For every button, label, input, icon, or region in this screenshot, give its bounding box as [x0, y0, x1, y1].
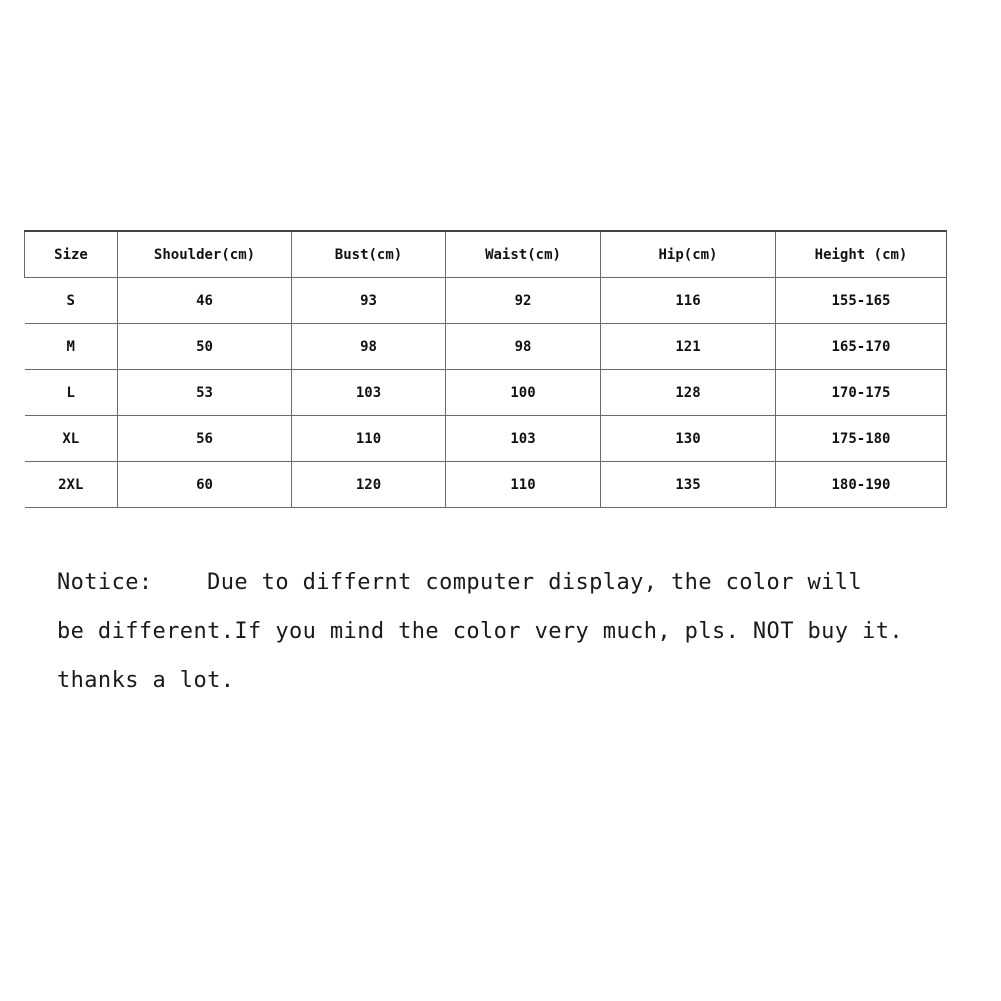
cell-height: 155-165 — [776, 278, 947, 324]
table-row — [25, 278, 947, 324]
cell-waist: 92 — [446, 278, 601, 324]
table-row — [25, 416, 947, 462]
cell-hip: 128 — [601, 370, 776, 416]
cell-height: 180-190 — [776, 462, 947, 508]
cell-waist: 100 — [446, 370, 601, 416]
cell-shoulder: 56 — [118, 416, 292, 462]
cell-hip: 121 — [601, 324, 776, 370]
notice-text — [57, 558, 957, 705]
cell-height: 170-175 — [776, 370, 947, 416]
cell-bust: 98 — [292, 324, 446, 370]
cell-bust: 110 — [292, 416, 446, 462]
cell-size: M — [25, 324, 118, 370]
header-hip: Hip(cm) — [601, 231, 776, 278]
table-row — [25, 462, 947, 508]
cell-shoulder: 50 — [118, 324, 292, 370]
header-waist: Waist(cm) — [446, 231, 601, 278]
cell-size: 2XL — [25, 462, 118, 508]
cell-waist: 98 — [446, 324, 601, 370]
cell-shoulder: 46 — [118, 278, 292, 324]
header-bust: Bust(cm) — [292, 231, 446, 278]
table-row — [25, 324, 947, 370]
cell-bust: 93 — [292, 278, 446, 324]
table-row — [25, 370, 947, 416]
cell-waist: 103 — [446, 416, 601, 462]
cell-shoulder: 60 — [118, 462, 292, 508]
cell-hip: 130 — [601, 416, 776, 462]
header-size: Size — [25, 231, 118, 278]
cell-height: 175-180 — [776, 416, 947, 462]
cell-hip: 135 — [601, 462, 776, 508]
cell-size: S — [25, 278, 118, 324]
notice-line: be different.If you mind the color very much, pls. NOT buy it. — [57, 619, 903, 644]
cell-hip: 116 — [601, 278, 776, 324]
cell-bust: 120 — [292, 462, 446, 508]
size-chart-table — [24, 230, 947, 508]
cell-size: XL — [25, 416, 118, 462]
cell-height: 165-170 — [776, 324, 947, 370]
table-header-row — [25, 231, 947, 278]
cell-size: L — [25, 370, 118, 416]
header-height: Height (cm) — [776, 231, 947, 278]
cell-bust: 103 — [292, 370, 446, 416]
header-shoulder: Shoulder(cm) — [118, 231, 292, 278]
notice-line: thanks a lot. — [57, 668, 235, 693]
notice-line: Notice: Due to differnt computer display, the color will — [57, 570, 863, 595]
cell-shoulder: 53 — [118, 370, 292, 416]
cell-waist: 110 — [446, 462, 601, 508]
